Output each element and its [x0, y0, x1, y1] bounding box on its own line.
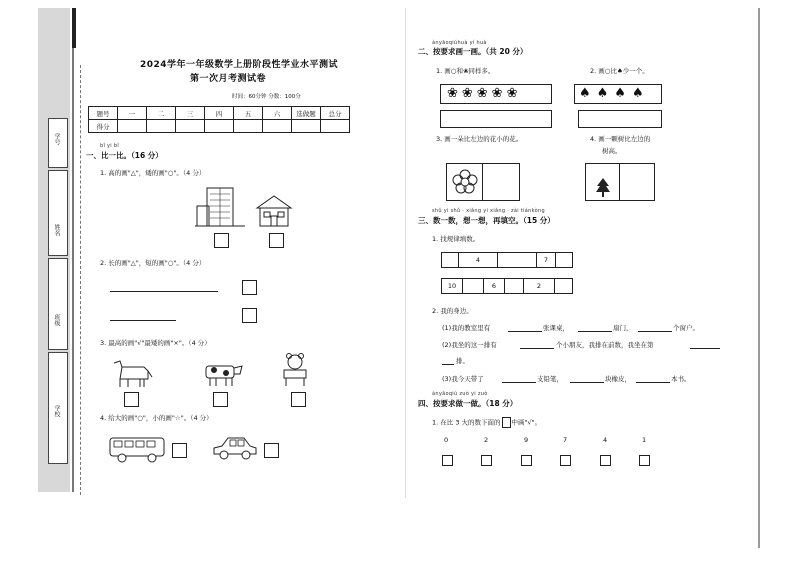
- number-cell: 7: [536, 252, 556, 268]
- answer-box-bus[interactable]: [172, 443, 187, 458]
- number-2: 2: [484, 436, 489, 444]
- s2-q2-mid: 比: [610, 67, 617, 75]
- score-cell: 二: [147, 107, 176, 120]
- binding-top-mark: [72, 8, 76, 48]
- answer-box-building[interactable]: [214, 233, 229, 248]
- answer-box-car[interactable]: [264, 443, 279, 458]
- score-cell: 六: [263, 107, 292, 120]
- horse-icon: [108, 357, 156, 389]
- blank-doors[interactable]: [578, 331, 612, 332]
- number-cell[interactable]: [497, 252, 537, 268]
- cut-line: [80, 65, 82, 495]
- right-edge: [758, 8, 760, 548]
- s3-q2-4c: 块橡皮，: [605, 375, 631, 383]
- section3-title: 三、数一数，想一想，再填空。（15 分）: [418, 216, 555, 225]
- section1-pinyin: bǐ yi bǐ: [100, 143, 120, 149]
- s3-q2-4a: (3)我今天带了: [442, 375, 484, 383]
- section4-title: 四、按要求做一做。（18 分）: [418, 399, 518, 408]
- s3-q2-4d: 本书。: [671, 375, 691, 383]
- car-icon: [212, 434, 258, 462]
- s2-q1-tail: 同样多。: [468, 67, 495, 75]
- answer-box-long-line[interactable]: [242, 280, 257, 295]
- flower-row-icons: ❀❀❀❀❀: [447, 86, 522, 101]
- blank-windows[interactable]: [638, 331, 672, 332]
- number-cell: 2: [523, 278, 555, 294]
- s2-q2-label: 2. 画: [590, 67, 605, 75]
- section2-pinyin: ànyāoqiúhuà yí huà: [432, 40, 487, 46]
- s3-q2-3: 排。: [456, 357, 469, 365]
- s2-q2-text: [590, 66, 649, 75]
- score-cell: 四: [205, 107, 234, 120]
- teddy-bear-icon: [280, 352, 310, 388]
- flower-row-box: [440, 84, 552, 104]
- page-divider: [405, 8, 406, 498]
- check-box-1[interactable]: [639, 455, 650, 466]
- s3-q2-2b: 个小朋友，我排在前数，我坐在第: [556, 341, 654, 349]
- blank-books[interactable]: [636, 382, 670, 383]
- score-cell: 一: [118, 107, 147, 120]
- s2-q1-text: [436, 66, 494, 75]
- short-line: [110, 320, 176, 321]
- s2-q2-answer-box[interactable]: [578, 110, 662, 128]
- s1-q3-text: 3. 最高的画"√"最矮的画"×"。（4 分）: [100, 339, 211, 347]
- score-input-cell[interactable]: [321, 120, 350, 133]
- number-9: 9: [524, 436, 529, 444]
- score-table-score-row: [89, 120, 350, 133]
- binding-label-xuehao: 学号: [53, 133, 60, 145]
- number-cell[interactable]: [462, 278, 484, 294]
- number-1: 1: [642, 436, 647, 444]
- blank-pencils[interactable]: [502, 382, 536, 383]
- score-cell: 总分: [321, 107, 350, 120]
- section4-pinyin: ànyāoqiú zuò yi zuò: [432, 391, 488, 397]
- number-cell: 4: [458, 252, 498, 268]
- s2-q4-left-box: [585, 163, 621, 201]
- answer-box-cow[interactable]: [213, 392, 228, 407]
- s2-q2-tail: 少一个。: [622, 67, 649, 75]
- blank-seat-number[interactable]: [690, 348, 720, 349]
- score-row-label: 得分: [89, 120, 118, 133]
- s2-q1-answer-box[interactable]: [440, 110, 552, 128]
- check-box-0[interactable]: [442, 455, 453, 466]
- flower-icon-inline: ❀: [462, 67, 469, 75]
- s2-q4-line1: 4. 画一颗树比左边的: [590, 135, 651, 143]
- check-box-9[interactable]: [521, 455, 532, 466]
- number-cell[interactable]: [554, 278, 573, 294]
- tall-building-icon: [195, 184, 245, 228]
- s1-q4-text: 4. 给大的画"○"，小的画"☆"。（4 分）: [100, 414, 213, 422]
- bus-icon: [108, 434, 166, 464]
- mushroom-row-box: [574, 84, 662, 104]
- score-table: [88, 106, 350, 133]
- number-cell[interactable]: [441, 252, 459, 268]
- s3-q2-1c: 扇门，: [613, 324, 633, 332]
- score-input-cell[interactable]: [234, 120, 263, 133]
- number-4: 4: [603, 436, 608, 444]
- s4-q1b: 中画"√"。: [511, 418, 542, 427]
- cow-icon: [198, 360, 244, 388]
- flower-icon: [451, 168, 479, 196]
- number-cell[interactable]: [555, 252, 573, 268]
- mushroom-icon-inline: ♠: [616, 67, 623, 75]
- box-symbol-inline: [502, 417, 511, 428]
- section3-pinyin: shǔ yi shǔ · xiǎng yi xiǎng · zài tiánkòng: [432, 208, 545, 214]
- score-input-cell[interactable]: [205, 120, 234, 133]
- number-7: 7: [563, 436, 568, 444]
- s2-q3-answer-box[interactable]: [482, 163, 520, 201]
- check-box-4[interactable]: [600, 455, 611, 466]
- section2-title: 二、按要求画一画。（共 20 分）: [418, 47, 528, 56]
- s3-q2-1a: (1)我的教室里有: [442, 324, 491, 332]
- score-cell: 五: [234, 107, 263, 120]
- long-line: [110, 291, 218, 292]
- answer-box-short-line[interactable]: [242, 308, 257, 323]
- s3-q2-1b: 张课桌，: [543, 324, 569, 332]
- answer-box-bear[interactable]: [291, 392, 306, 407]
- number-cell[interactable]: [504, 278, 524, 294]
- score-cell: 选做题: [292, 107, 321, 120]
- s1-q1-text: 1. 高的画"△"，矮的画"○"。（4 分）: [100, 169, 206, 177]
- s2-q3-left-box: [446, 163, 484, 201]
- mushroom-row-icons: ♠♠♠♠: [579, 86, 650, 101]
- s2-q3-text: 3. 画一朵比左边的花小的花。: [436, 135, 523, 143]
- check-box-2[interactable]: [481, 455, 492, 466]
- s1-q2-text: 2. 长的画"△"，短的画"○"。（4 分）: [100, 259, 206, 267]
- s4-q1-text: [432, 417, 541, 428]
- binding-label-banji: 班级: [53, 314, 60, 326]
- number-0: 0: [444, 436, 449, 444]
- number-cell: 6: [483, 278, 505, 294]
- s3-q1-text: 1. 找规律填数。: [432, 235, 480, 243]
- blank-row-kids[interactable]: [520, 348, 554, 349]
- s3-q2-1d: 个窗户。: [673, 324, 699, 332]
- binding-label-xingming: 姓名: [53, 224, 60, 236]
- answer-box-house[interactable]: [269, 233, 284, 248]
- score-cell: 三: [176, 107, 205, 120]
- score-cell: 题号: [89, 107, 118, 120]
- s3-q2-4b: 支铅笔，: [537, 375, 563, 383]
- score-input-cell[interactable]: [292, 120, 321, 133]
- exam-title: 2024学年一年级数学上册阶段性学业水平测试: [140, 60, 339, 70]
- s2-q4-line2: 树高。: [602, 147, 622, 155]
- score-input-cell[interactable]: [263, 120, 292, 133]
- blank-erasers[interactable]: [570, 382, 604, 383]
- blank-row-number[interactable]: [442, 364, 454, 365]
- binding-box-banji: [48, 258, 68, 350]
- time-info: 时间：60分钟 分数：100分: [232, 94, 301, 100]
- score-input-cell[interactable]: [147, 120, 176, 133]
- binding-edge: [72, 8, 74, 492]
- blank-desks[interactable]: [508, 331, 542, 332]
- number-cell: 10: [441, 278, 463, 294]
- answer-box-horse[interactable]: [124, 392, 139, 407]
- exam-subtitle: 第一次月考测试卷: [190, 74, 267, 84]
- s3-q2-text: 2. 我的身边。: [432, 307, 473, 315]
- short-house-icon: [255, 194, 293, 228]
- s3-q2-2a: (2)我坐的这一排有: [442, 341, 497, 349]
- circle-icon-inline: ○: [604, 67, 611, 75]
- binding-box-xingming: [48, 170, 68, 256]
- s2-q1-label: 1. 画○和: [436, 67, 463, 75]
- check-box-7[interactable]: [560, 455, 571, 466]
- s2-q4-answer-box[interactable]: [619, 163, 655, 201]
- section1-title: 一、比一比。（16 分）: [86, 151, 163, 160]
- score-input-cell[interactable]: [176, 120, 205, 133]
- score-input-cell[interactable]: [118, 120, 147, 133]
- tree-icon: [596, 178, 610, 198]
- s4-q1a: 1. 在比 3 大的数下面的: [432, 418, 501, 427]
- binding-label-xuexiao: 学校: [53, 405, 60, 417]
- score-table-header-row: [89, 107, 350, 120]
